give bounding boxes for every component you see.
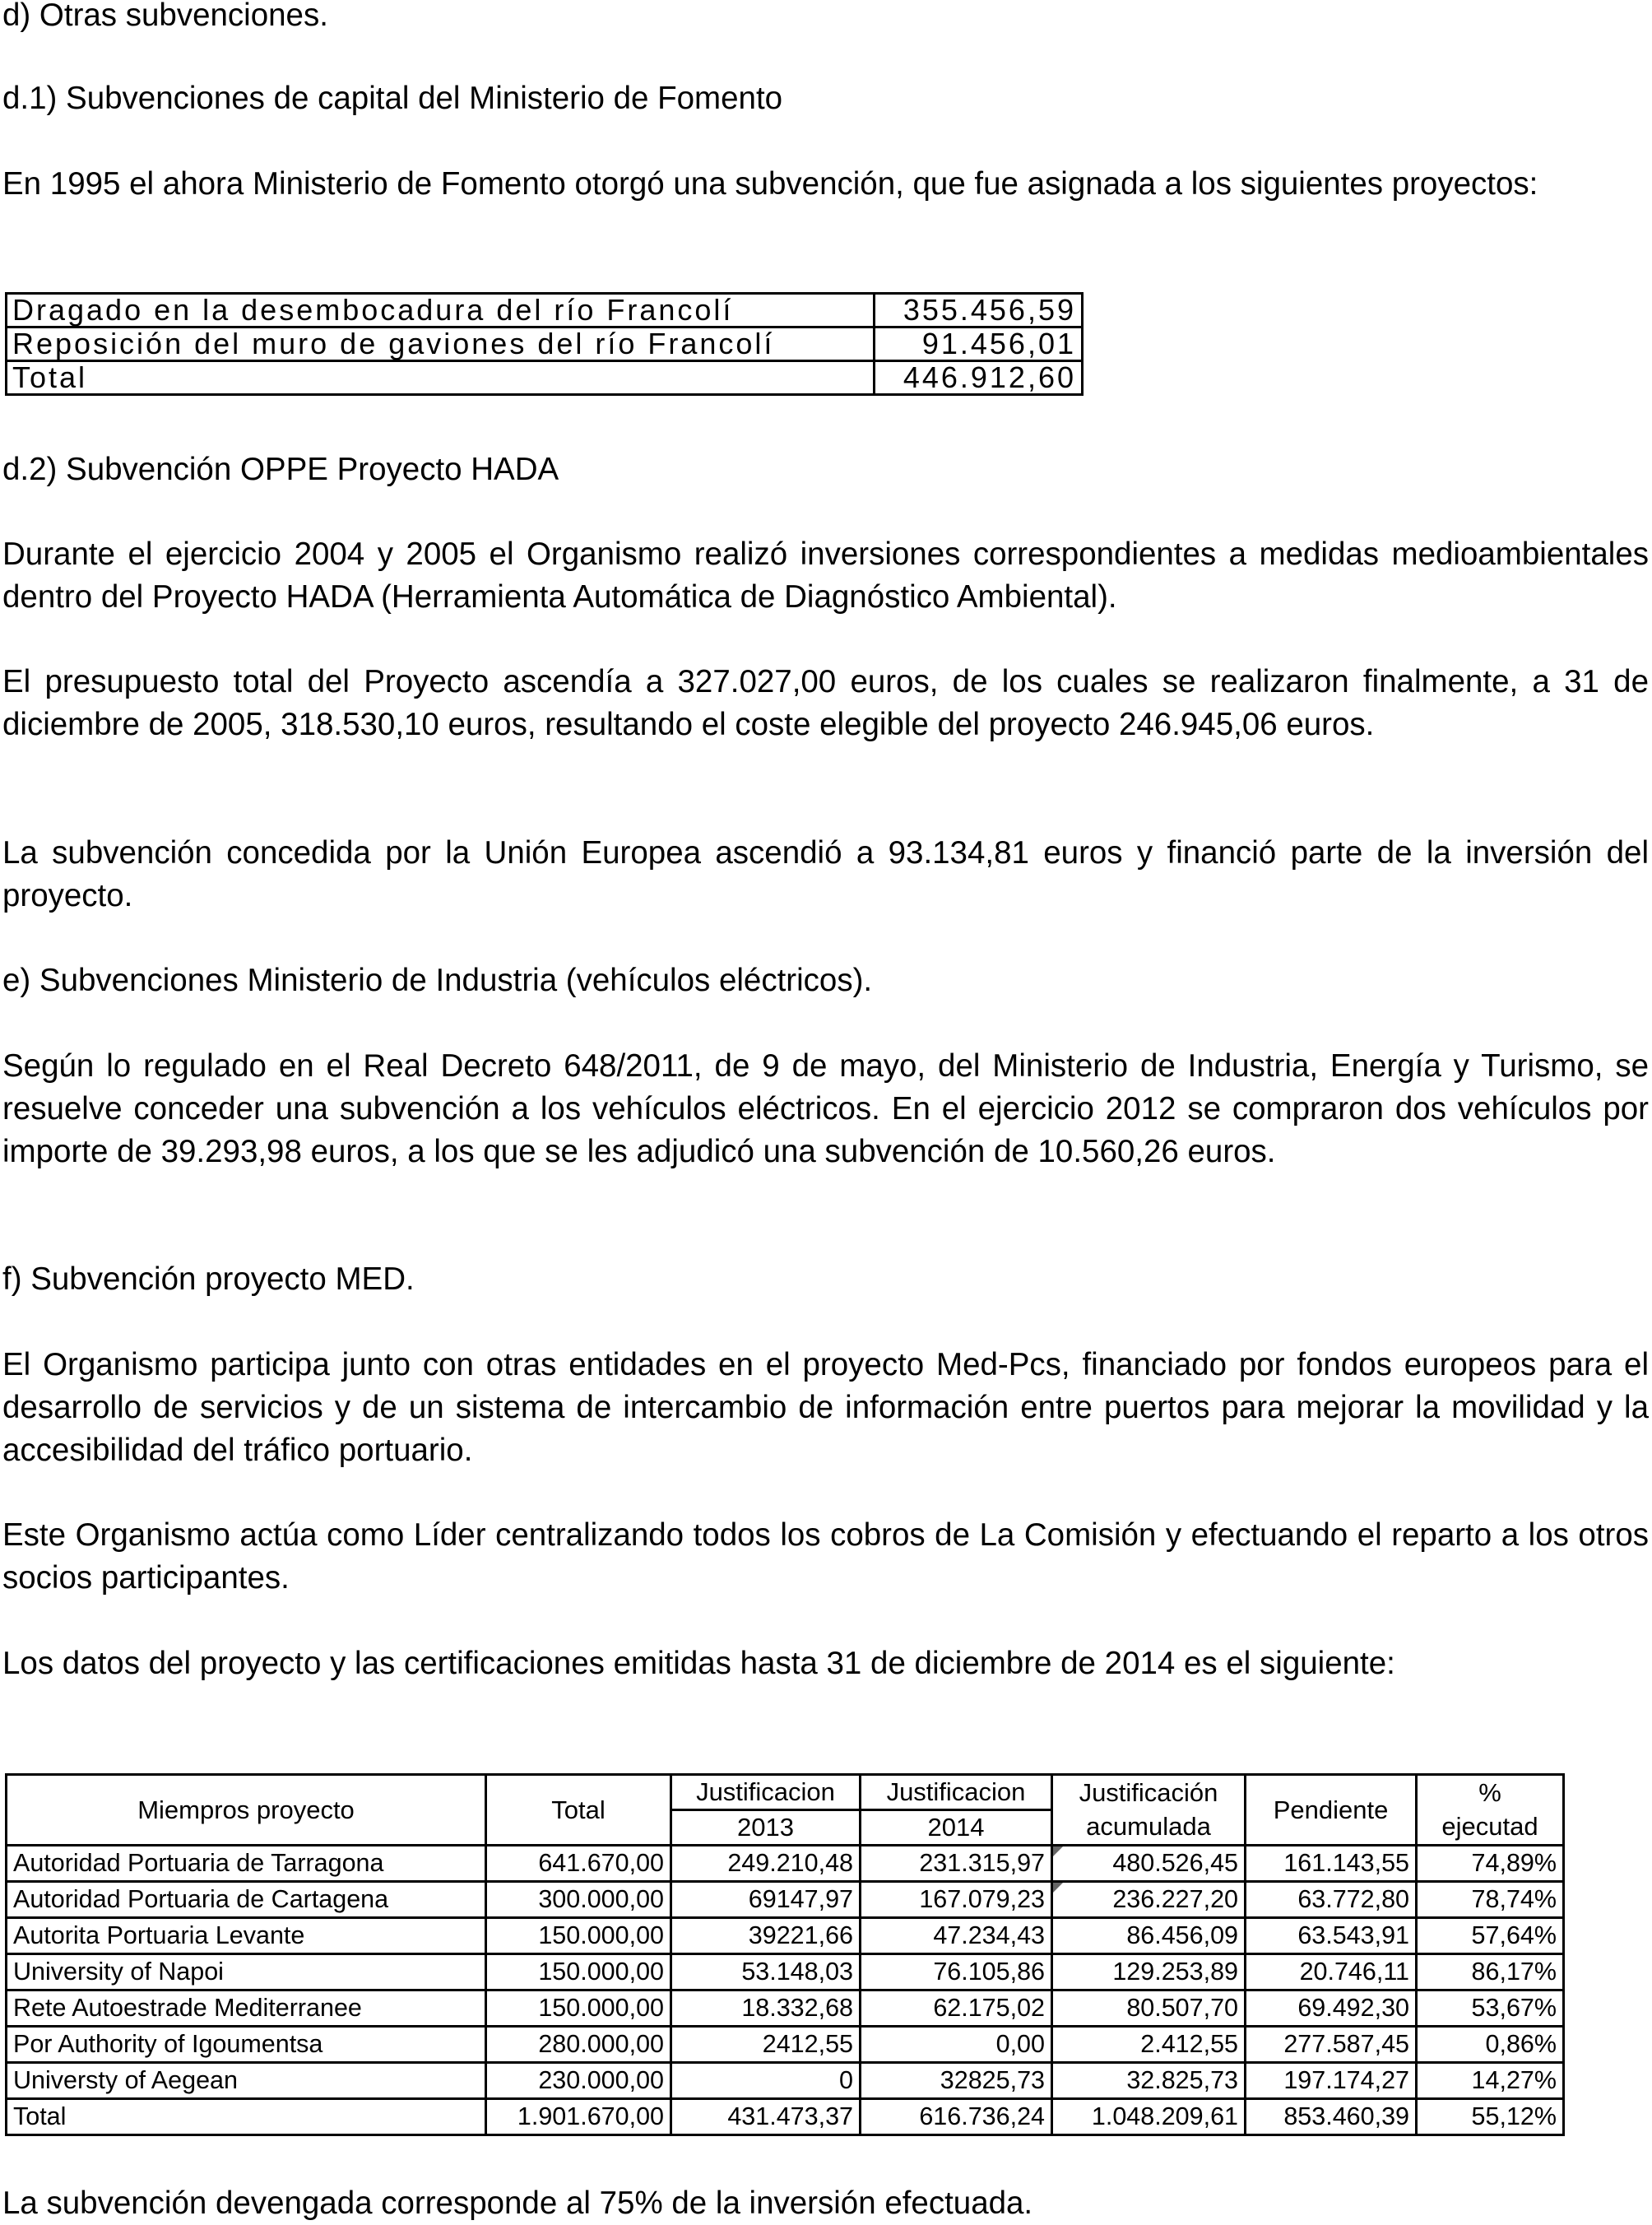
just-2013-cell: 69147,97 — [671, 1882, 861, 1918]
pct-cell: 55,12% — [1417, 2099, 1564, 2135]
member-name: Universty of Aegean — [7, 2063, 486, 2099]
header-pending: Pendiente — [1246, 1775, 1417, 1846]
header-pct: % — [1417, 1775, 1564, 1810]
pct-cell: 14,27% — [1417, 2063, 1564, 2099]
total-cell: 150.000,00 — [486, 1990, 671, 2027]
pending-cell: 161.143,55 — [1246, 1846, 1417, 1882]
table-header-row — [7, 1775, 1564, 1810]
pct-cell: 53,67% — [1417, 1990, 1564, 2027]
table-cell: 446.912,60 — [875, 361, 1083, 395]
just-2013-cell: 39221,66 — [671, 1918, 861, 1954]
just-2014-cell: 76.105,86 — [861, 1954, 1052, 1990]
table-row — [7, 1846, 1564, 1882]
pending-cell: 63.543,91 — [1246, 1918, 1417, 1954]
table-row — [7, 327, 1083, 361]
pct-cell: 78,74% — [1417, 1882, 1564, 1918]
header-just-2014: Justificacion — [861, 1775, 1052, 1810]
pending-cell: 20.746,11 — [1246, 1954, 1417, 1990]
just-2013-cell: 0 — [671, 2063, 861, 2099]
section-f-paragraph-2: Este Organismo actúa como Líder centralizando todos los cobros de La Comisión y efectuando el reparto a los otros socios participantes. — [2, 1517, 1649, 1596]
table-row — [7, 1882, 1564, 1918]
just-2014-cell: 32825,73 — [861, 2063, 1052, 2099]
just-acum-cell: 32.825,73 — [1052, 2063, 1246, 2099]
table-total-row — [7, 361, 1083, 395]
pending-cell: 277.587,45 — [1246, 2027, 1417, 2063]
table-cell: 355.456,59 — [875, 294, 1083, 327]
section-d1-heading: d.1) Subvenciones de capital del Ministerio de Fomento — [2, 81, 783, 116]
just-2013-cell: 18.332,68 — [671, 1990, 861, 2027]
table-cell: Reposición del muro de gaviones del río Francolí — [7, 327, 875, 361]
pct-cell: 57,64% — [1417, 1918, 1564, 1954]
member-name: Autoridad Portuaria de Tarragona — [7, 1846, 486, 1882]
pending-cell: 853.460,39 — [1246, 2099, 1417, 2135]
just-2014-cell: 0,00 — [861, 2027, 1052, 2063]
total-cell: 300.000,00 — [486, 1882, 671, 1918]
pct-cell: 0,86% — [1417, 2027, 1564, 2063]
header-ejecutad: ejecutad — [1417, 1810, 1564, 1846]
just-2014-cell: 167.079,23 — [861, 1882, 1052, 1918]
table-row — [7, 1990, 1564, 2027]
just-acum-cell: 236.227,20 — [1052, 1882, 1246, 1918]
just-acum-cell: 80.507,70 — [1052, 1990, 1246, 2027]
table-cell: 91.456,01 — [875, 327, 1083, 361]
table-cell: Total — [7, 361, 875, 395]
total-cell: 230.000,00 — [486, 2063, 671, 2099]
section-d-heading: d) Otras subvenciones. — [2, 0, 328, 33]
section-d2-paragraph-3: La subvención concedida por la Unión Europea ascendió a 93.134,81 euros y financió parte de la inversión del proyecto. — [2, 835, 1649, 913]
section-f-paragraph-3: Los datos del proyecto y las certificaciones emitidas hasta 31 de diciembre de 2014 es el siguiente: — [2, 1646, 1395, 1681]
pending-cell: 197.174,27 — [1246, 2063, 1417, 2099]
just-acum-cell: 86.456,09 — [1052, 1918, 1246, 1954]
fomento-table — [5, 292, 1084, 396]
header-just-2013: Justificacion — [671, 1775, 861, 1810]
pending-cell: 63.772,80 — [1246, 1882, 1417, 1918]
table-total-row — [7, 2099, 1564, 2135]
total-cell: 1.901.670,00 — [486, 2099, 671, 2135]
header-acumulada: acumulada — [1052, 1810, 1246, 1846]
table-row — [7, 294, 1083, 327]
just-acum-cell: 2.412,55 — [1052, 2027, 1246, 2063]
total-cell: 150.000,00 — [486, 1954, 671, 1990]
pct-cell: 74,89% — [1417, 1846, 1564, 1882]
section-d2-paragraph-1: Durante el ejercicio 2004 y 2005 el Organismo realizó inversiones correspondientes a medidas medioambientales dentro del Proyecto HADA (Herramienta Automática de Diagnóstico Ambiental). — [2, 537, 1649, 615]
section-f-paragraph-1: El Organismo participa junto con otras entidades en el proyecto Med-Pcs, financiado por fondos europeos para el desarrollo de servicios y de un sistema de intercambio de información entre puertos para mejorar la movilidad y la accesibilidad del tráfico portuario. — [2, 1347, 1649, 1468]
pct-cell: 86,17% — [1417, 1954, 1564, 1990]
section-e-heading: e) Subvenciones Ministerio de Industria (vehículos eléctricos). — [2, 963, 873, 998]
member-name: Autorita Portuaria Levante — [7, 1918, 486, 1954]
header-members: Miempros proyecto — [7, 1775, 486, 1846]
total-cell: 280.000,00 — [486, 2027, 671, 2063]
just-2014-cell: 616.736,24 — [861, 2099, 1052, 2135]
member-name: Por Authority of Igoumentsa — [7, 2027, 486, 2063]
header-year-2013: 2013 — [671, 1810, 861, 1846]
just-2013-cell: 2412,55 — [671, 2027, 861, 2063]
just-acum-cell: 480.526,45 — [1052, 1846, 1246, 1882]
header-just-acum: Justificación — [1052, 1775, 1246, 1810]
member-name: Rete Autoestrade Mediterranee — [7, 1990, 486, 2027]
just-2014-cell: 62.175,02 — [861, 1990, 1052, 2027]
section-e-paragraph: Según lo regulado en el Real Decreto 648/2011, de 9 de mayo, del Ministerio de Industria, Energía y Turismo, se resuelve conceder una subvención a los vehículos eléctricos. En el ejercicio 2012 se compraron dos vehículos por importe de 39.293,98 euros, a los que se les adjudicó una subvención de 10.560,26 euros. — [2, 1048, 1649, 1169]
just-2013-cell: 431.473,37 — [671, 2099, 861, 2135]
table-row — [7, 1954, 1564, 1990]
pending-cell: 69.492,30 — [1246, 1990, 1417, 2027]
just-2014-cell: 47.234,43 — [861, 1918, 1052, 1954]
section-d2-heading: d.2) Subvención OPPE Proyecto HADA — [2, 452, 559, 487]
closing-paragraph: La subvención devengada corresponde al 75% de la inversión efectuada. — [2, 2186, 1033, 2221]
table-row — [7, 2063, 1564, 2099]
just-acum-cell: 129.253,89 — [1052, 1954, 1246, 1990]
just-acum-cell: 1.048.209,61 — [1052, 2099, 1246, 2135]
just-2014-cell: 231.315,97 — [861, 1846, 1052, 1882]
just-2013-cell: 249.210,48 — [671, 1846, 861, 1882]
total-cell: 150.000,00 — [486, 1918, 671, 1954]
total-cell: 641.670,00 — [486, 1846, 671, 1882]
section-d1-paragraph: En 1995 el ahora Ministerio de Fomento otorgó una subvención, que fue asignada a los siguientes proyectos: — [2, 166, 1538, 202]
header-total: Total — [486, 1775, 671, 1846]
table-row — [7, 1918, 1564, 1954]
header-year-2014: 2014 — [861, 1810, 1052, 1846]
med-project-table — [5, 1773, 1565, 2136]
member-name: Total — [7, 2099, 486, 2135]
section-d2-paragraph-2: El presupuesto total del Proyecto ascendía a 327.027,00 euros, de los cuales se realizaron finalmente, a 31 de diciembre de 2005, 318.530,10 euros, resultando el coste elegible del proyecto 246.945,06 euros. — [2, 664, 1649, 742]
just-2013-cell: 53.148,03 — [671, 1954, 861, 1990]
table-row — [7, 2027, 1564, 2063]
section-f-heading: f) Subvención proyecto MED. — [2, 1261, 415, 1297]
table-cell: Dragado en la desembocadura del río Francolí — [7, 294, 875, 327]
member-name: Autoridad Portuaria de Cartagena — [7, 1882, 486, 1918]
member-name: University of Napoi — [7, 1954, 486, 1990]
